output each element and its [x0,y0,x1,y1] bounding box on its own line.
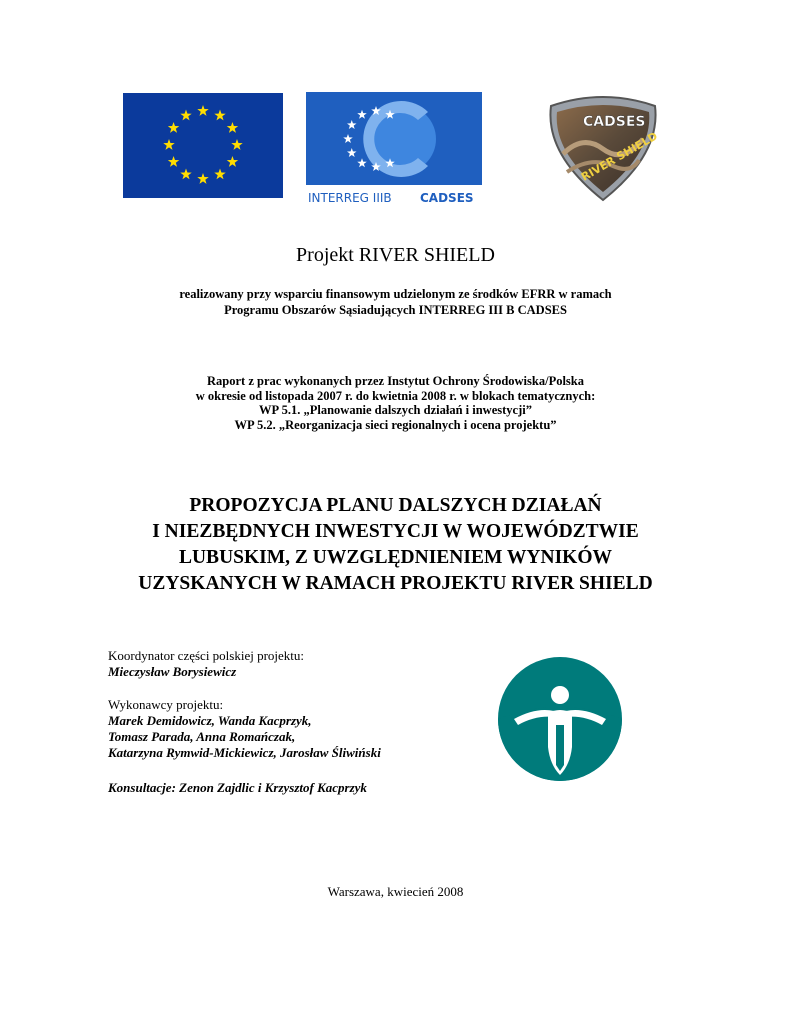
badge-rivershield-text: RIVER SHIELD [579,129,660,184]
project-title: Projekt RIVER SHIELD [296,244,495,266]
coordinator-label: Koordynator części polskiej projektu: [108,648,305,663]
coordinator-section [108,648,468,680]
eu-flag-logo [123,93,283,198]
consultation-section [108,780,468,796]
report-line-4: WP 5.2. „Reorganizacja sieci regionalnych i ocena projektu” [234,417,557,432]
report-line-2: w okresie od listopada 2007 r. do kwietnia 2008 r. w blokach tematycznych: [195,388,596,403]
logos-row [0,92,791,207]
consultation-names: Konsultacje: Zenon Zajdlic i Krzysztof Kacprzyk [108,780,367,795]
contractors-label: Wykonawcy projektu: [108,697,224,712]
cadses-text: CADSES [420,191,474,205]
interreg-text: INTERREG IIIB [308,191,392,205]
contractors-section [108,697,468,761]
contractors-line-1: Marek Demidowicz, Wanda Kacprzyk, [108,713,312,728]
main-title-line-1: PROPOZYCJA PLANU DALSZYCH DZIAŁAŃ [189,495,602,516]
funding-subtitle [0,286,791,318]
report-line-3: WP 5.1. „Planowanie dalszych działań i inwestycji” [259,403,532,417]
report-description [0,374,791,432]
document-main-title [0,493,791,597]
river-shield-badge-logo [543,94,663,204]
main-title-line-2: I NIEZBĘDNYCH INWESTYCJI W WOJEWÓDZTWIE [152,521,639,542]
coordinator-name: Mieczysław Borysiewicz [108,664,237,679]
badge-cadses-text: CADSES [583,114,646,130]
subtitle-line-2: Programu Obszarów Sąsiadujących INTERREG III B CADSES [224,303,567,317]
subtitle-line-1: realizowany przy wsparciu finansowym udzielonym ze środków EFRR w ramach [179,287,612,301]
interreg-logo [306,92,482,207]
contractors-line-3: Katarzyna Rymwid-Mickiewicz, Jarosław Śliwiński [108,745,381,760]
main-title-line-3: LUBUSKIM, Z UWZGLĘDNIENIEM WYNIKÓW [178,547,613,568]
main-title-line-4: UZYSKANYCH W RAMACH PROJEKTU RIVER SHIELD [138,573,653,594]
contractors-line-2: Tomasz Parada, Anna Romańczak, [108,729,296,744]
place-and-date: Warszawa, kwiecień 2008 [327,884,464,899]
ios-institute-logo [496,655,624,783]
report-line-1: Raport z prac wykonanych przez Instytut Ochrony Środowiska/Polska [207,374,584,388]
